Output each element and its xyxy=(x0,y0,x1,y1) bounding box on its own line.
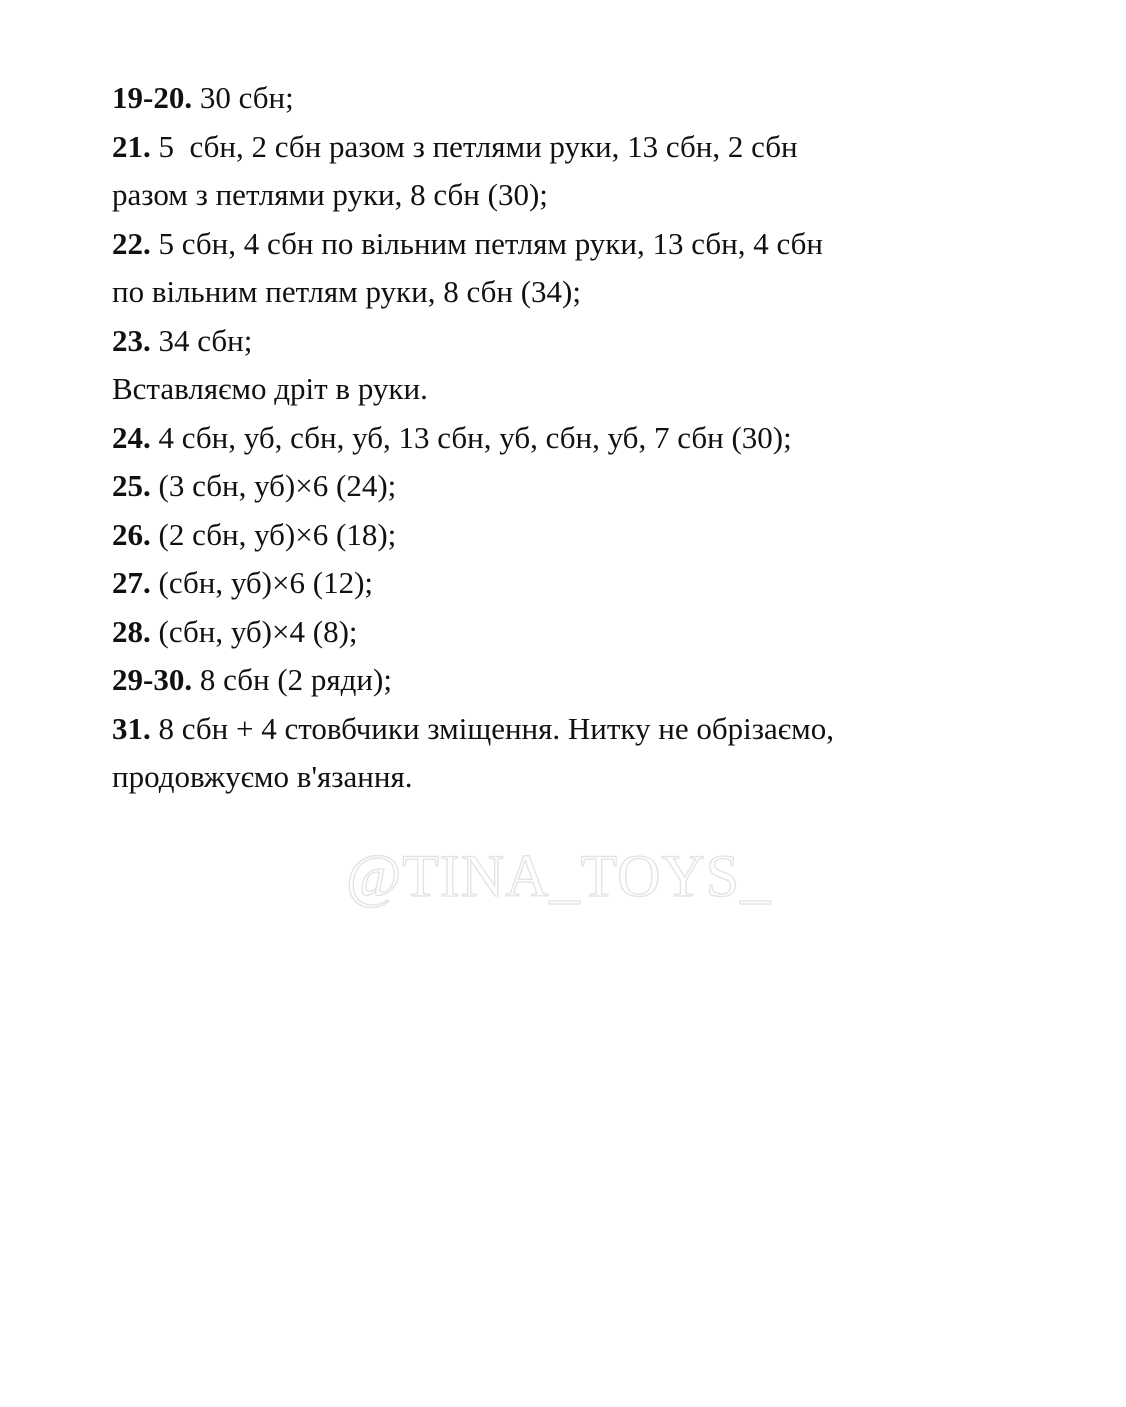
watermark: @TINA_TOYS_ xyxy=(346,843,772,909)
row-number: 28. xyxy=(112,613,151,649)
row-number: 24. xyxy=(112,419,151,455)
row-text: (3 сбн, уб)×6 (24); xyxy=(150,468,397,503)
instruction-line xyxy=(112,511,1012,560)
instruction-line xyxy=(112,705,1012,754)
row-number: 23. xyxy=(112,322,151,358)
instruction-line xyxy=(112,123,1012,172)
row-number: 25. xyxy=(112,468,151,503)
row-text: Вставляємо дріт в руки. xyxy=(112,371,428,406)
row-number: 19-20. xyxy=(112,80,193,115)
row-text: 4 сбн, уб, сбн, уб, 13 сбн, уб, сбн, уб, 7 сбн (30); xyxy=(150,419,792,455)
row-text: разом з петлями руки, 8 сбн (30); xyxy=(112,177,548,212)
row-text: 30 сбн; xyxy=(192,80,294,115)
row-text: (сбн, уб)×4 (8); xyxy=(150,613,358,649)
instruction-line xyxy=(112,317,1012,366)
instruction-line xyxy=(112,414,1012,463)
row-text: (2 сбн, уб)×6 (18); xyxy=(150,516,397,552)
row-number: 31. xyxy=(112,710,151,746)
row-text: 5 сбн, 4 сбн по вільним петлям руки, 13 сбн, 4 сбн xyxy=(150,225,823,261)
row-text: (сбн, уб)×6 (12); xyxy=(150,565,374,600)
instruction-line xyxy=(112,268,1012,317)
row-number: 21. xyxy=(112,128,151,164)
instruction-line xyxy=(112,559,1012,608)
row-number: 26. xyxy=(112,516,151,552)
row-text: по вільним петлям руки, 8 сбн (34); xyxy=(112,274,581,309)
instruction-line xyxy=(112,171,1012,220)
row-number: 29-30. xyxy=(112,662,193,697)
row-text: 8 сбн (2 ряди); xyxy=(192,662,392,697)
instruction-line xyxy=(112,74,1012,123)
row-number: 27. xyxy=(112,565,151,600)
instruction-line xyxy=(112,608,1012,657)
row-text: 8 сбн + 4 стовбчики зміщення. Нитку не обрізаємо, xyxy=(150,710,834,746)
instruction-line xyxy=(112,753,1012,802)
instruction-line xyxy=(112,462,1012,511)
instruction-line xyxy=(112,220,1012,269)
row-number: 22. xyxy=(112,225,151,261)
row-text: 5 сбн, 2 сбн разом з петлями руки, 13 сбн, 2 сбн xyxy=(150,128,798,164)
row-text: 34 сбн; xyxy=(150,322,253,358)
pattern-instructions xyxy=(112,74,1012,802)
row-text: продовжуємо в'язання. xyxy=(112,759,413,794)
instruction-line xyxy=(112,656,1012,705)
instruction-line xyxy=(112,365,1012,414)
